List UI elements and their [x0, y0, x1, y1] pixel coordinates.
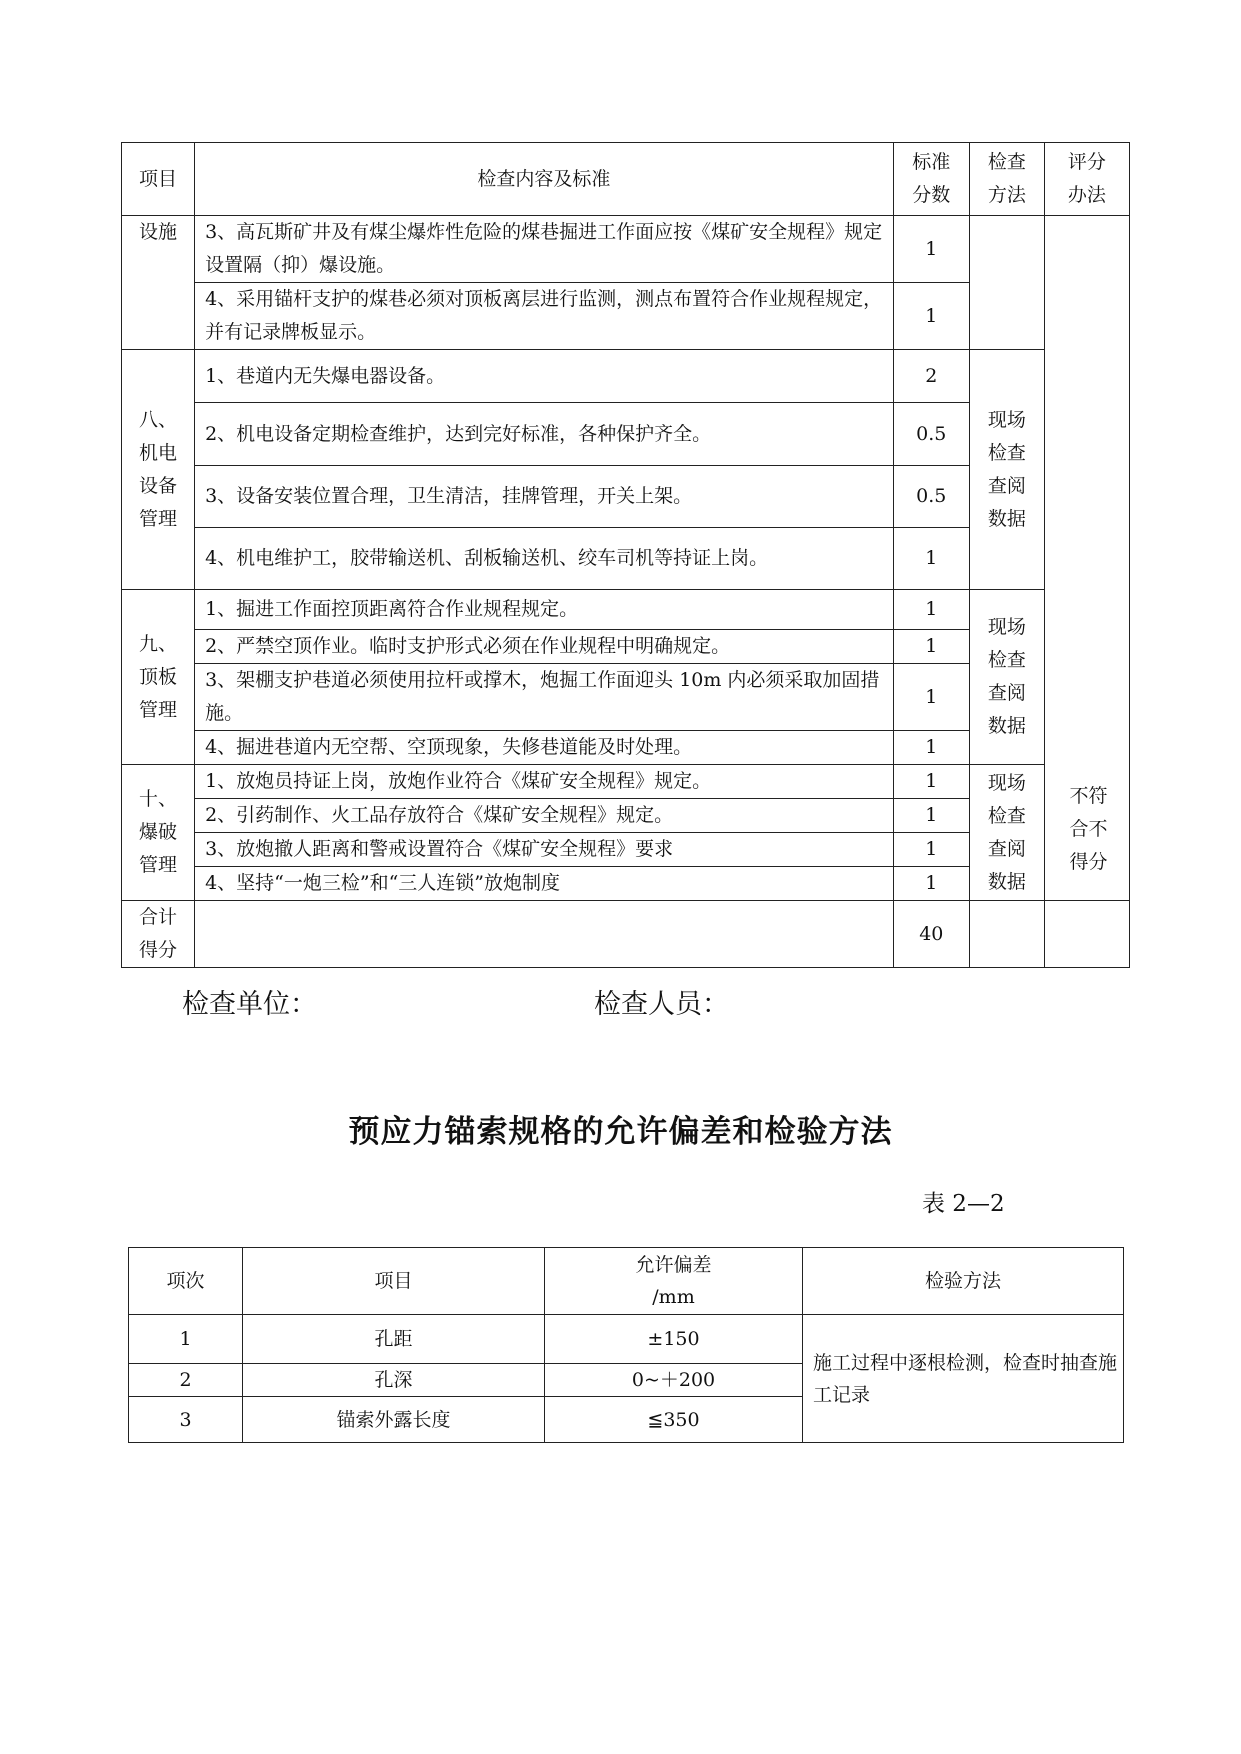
content-cell: 1、掘进工作面控顶距离符合作业规程规定。	[195, 590, 894, 630]
inspect-unit-label: 检查单位：	[182, 989, 317, 1020]
header-no: 项次	[129, 1248, 243, 1315]
row-deviation: ±150	[545, 1315, 803, 1364]
content-cell: 2、机电设备定期检查维护，达到完好标准，各种保护齐全。	[195, 403, 894, 466]
method-cell: 现场检查查阅数据	[969, 765, 1044, 901]
header-row	[122, 143, 1130, 216]
total-label: 合计得分	[122, 901, 195, 968]
table-row	[122, 590, 1130, 630]
header-deviation: 允许偏差 /mm	[545, 1248, 803, 1315]
item-cell: 九、顶板管理	[122, 590, 195, 765]
total-row	[122, 901, 1130, 968]
content-cell: 3、设备安装位置合理，卫生清洁，挂牌管理，开关上架。	[195, 466, 894, 528]
score-cell: 0.5	[893, 403, 969, 466]
total-scoring	[1044, 901, 1129, 968]
score-cell: 1	[893, 664, 969, 731]
score-cell: 0.5	[893, 466, 969, 528]
score-cell: 1	[893, 765, 969, 799]
score-cell: 1	[893, 216, 969, 283]
row-deviation: 0~＋200	[545, 1364, 803, 1397]
document-title: 预应力锚索规格的允许偏差和检验方法	[348, 1114, 893, 1150]
score-cell: 2	[893, 350, 969, 403]
row-item: 锚索外露长度	[243, 1397, 545, 1443]
table-number: 表 2—2	[922, 1191, 1005, 1217]
content-cell: 3、架棚支护巷道必须使用拉杆或撑木，炮掘工作面迎头 10m 内必须采取加固措施。	[195, 664, 894, 731]
header-row	[129, 1248, 1124, 1315]
item-cell: 八、机电设备管理	[122, 350, 195, 590]
content-cell: 4、采用锚杆支护的煤巷必须对顶板离层进行监测，测点布置符合作业规程规定，并有记录牌板显示。	[195, 283, 894, 350]
total-content	[195, 901, 894, 968]
header-item: 项目	[243, 1248, 545, 1315]
score-cell: 1	[893, 833, 969, 867]
total-method	[969, 901, 1044, 968]
row-no: 3	[129, 1397, 243, 1443]
table-row	[122, 765, 1130, 799]
row-deviation: ≦350	[545, 1397, 803, 1443]
table-row	[129, 1315, 1124, 1364]
content-cell: 4、机电维护工，胶带输送机、刮板输送机、绞车司机等持证上岗。	[195, 528, 894, 590]
score-cell: 1	[893, 867, 969, 901]
score-cell: 1	[893, 590, 969, 630]
deviation-table	[128, 1247, 1124, 1443]
header-item: 项目	[122, 143, 195, 216]
score-cell: 1	[893, 731, 969, 765]
method-cell	[969, 216, 1044, 350]
score-cell: 1	[893, 799, 969, 833]
method-cell: 现场检查查阅数据	[969, 350, 1044, 590]
scoring-note: 不符合不得分	[1069, 785, 1108, 873]
table-row	[122, 216, 1130, 283]
content-cell: 4、掘进巷道内无空帮、空顶现象，失修巷道能及时处理。	[195, 731, 894, 765]
row-item: 孔深	[243, 1364, 545, 1397]
score-cell: 1	[893, 283, 969, 350]
score-cell: 1	[893, 528, 969, 590]
item-cell: 十、爆破管理	[122, 765, 195, 901]
header-content: 检查内容及标准	[195, 143, 894, 216]
content-cell: 2、严禁空顶作业。临时支护形式必须在作业规程中明确规定。	[195, 630, 894, 664]
content-cell: 3、放炮撤人距离和警戒设置符合《煤矿安全规程》要求	[195, 833, 894, 867]
content-cell: 3、高瓦斯矿井及有煤尘爆炸性危险的煤巷掘进工作面应按《煤矿安全规程》规定设置隔（抑）爆设施。	[195, 216, 894, 283]
method-cell: 现场检查查阅数据	[969, 590, 1044, 765]
item-cell: 设施	[122, 216, 195, 350]
row-item: 孔距	[243, 1315, 545, 1364]
content-cell: 4、坚持“一炮三检”和“三人连锁”放炮制度	[195, 867, 894, 901]
header-method: 检验方法	[803, 1248, 1124, 1315]
content-cell: 2、引药制作、火工品存放符合《煤矿安全规程》规定。	[195, 799, 894, 833]
inspection-table	[121, 142, 1130, 968]
score-cell: 1	[893, 630, 969, 664]
inspect-person-label: 检查人员：	[594, 989, 729, 1020]
row-no: 1	[129, 1315, 243, 1364]
row-method: 施工过程中逐根检测，检查时抽查施工记录	[803, 1315, 1124, 1443]
total-score: 40	[893, 901, 969, 968]
header-scoring: 评分 办法	[1044, 143, 1129, 216]
table-row	[122, 350, 1130, 403]
content-cell: 1、巷道内无失爆电器设备。	[195, 350, 894, 403]
row-no: 2	[129, 1364, 243, 1397]
header-score: 标准 分数	[893, 143, 969, 216]
content-cell: 1、放炮员持证上岗，放炮作业符合《煤矿安全规程》规定。	[195, 765, 894, 799]
header-method: 检查 方法	[969, 143, 1044, 216]
